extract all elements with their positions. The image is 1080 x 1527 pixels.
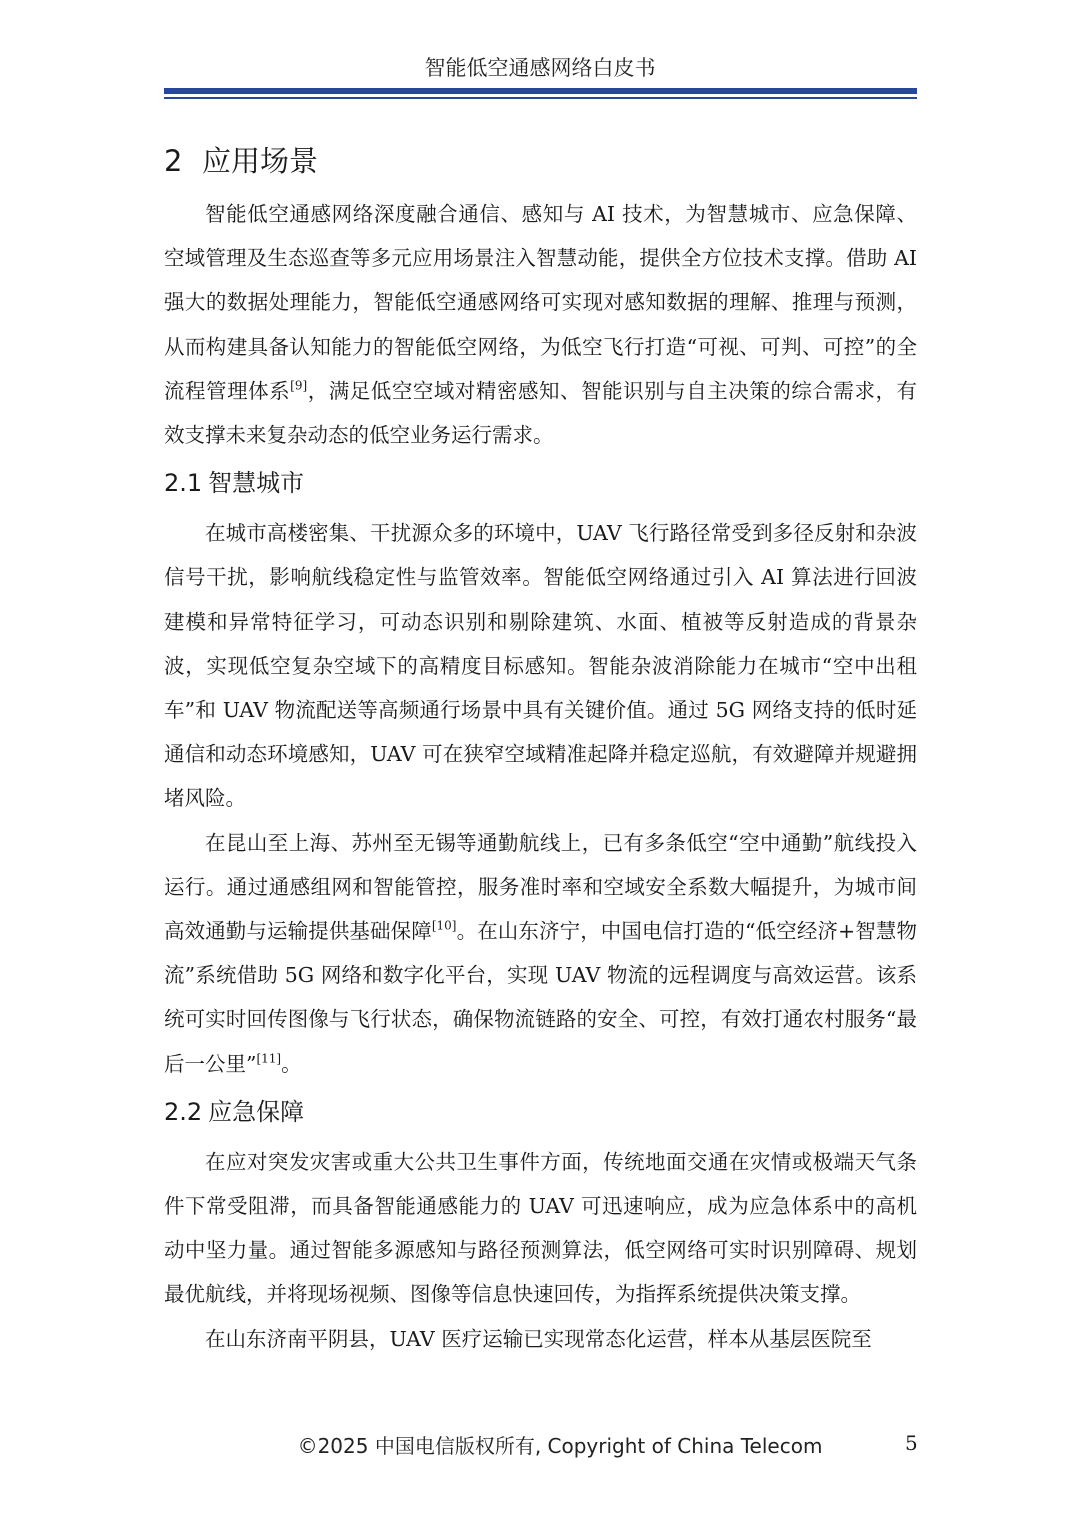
paragraph: 在城市高楼密集、干扰源众多的环境中，UAV 飞行路径常受到多径反射和杂波信号干扰，影响航线稳定性与监管效率。智能低空网络通过引入 AI 算法进行回波建模和异常特征学习，可动态识别和剔除建筑、水面、植被等反射造成的背景杂波，实现低空复杂空域下的高精度目标感知。智能杂波消除能力在城市“空中出租车”和 UAV 物流配送等高频通行场景中具有关键价值。通过 5G 网络支持的低时延通信和动态环境感知，UAV 可在狭窄空域精准起降并稳定巡航，有效避障并规避拥堵风险。 [164, 521, 917, 811]
page-content [164, 140, 917, 1361]
section-title: 应用场景 [202, 144, 319, 178]
section-heading [164, 140, 917, 182]
section-number: 2 [164, 144, 183, 178]
paragraph: 在应对突发灾害或重大公共卫生事件方面，传统地面交通在灾情或极端天气条件下常受阻滞，而具备智能通感能力的 UAV 可迅速响应，成为应急体系中的高机动中坚力量。通过智能多源感知与路径预测算法，低空网络可实时识别障碍、规划最优航线，并将现场视频、图像等信息快速回传，为指挥系统提供决策支撑。 [164, 1149, 917, 1307]
page-number: 5 [905, 1431, 918, 1455]
running-header-title: 智能低空通感网络白皮书 [424, 56, 656, 80]
paragraph: 在昆山至上海、苏州至无锡等通勤航线上，已有多条低空“空中通勤”航线投入运行。通过通感组网和智能管控，服务准时率和空域安全系数大幅提升，为城市间高效通勤与运输提供基础保障[10]。在山东济宁，中国电信打造的“低空经济+智慧物流”系统借助 5G 网络和数字化平台，实现 UAV 物流的远程调度与高效运营。该系统可实时回传图像与飞行状态，确保物流链路的安全、可控，有效打通农村服务“最后一公里”[11]。 [164, 830, 918, 1076]
header-rule-thin [164, 97, 917, 99]
subsection-number: 2.1 [164, 469, 203, 498]
citation-ref[interactable]: [10] [431, 918, 457, 933]
subsection-number: 2.2 [164, 1097, 203, 1126]
subsection-title: 智慧城市 [208, 469, 305, 498]
subsection-heading-emergency [164, 1092, 917, 1132]
footer-copyright: ©2025 中国电信版权所有, Copyright of China Telecom [297, 1434, 823, 1458]
subsection-heading-smart-city [164, 463, 917, 503]
paragraph: 在山东济南平阴县，UAV 医疗运输已实现常态化运营，样本从基层医院至 [205, 1326, 872, 1351]
subsection-title: 应急保障 [208, 1097, 305, 1126]
citation-ref[interactable]: [9] [290, 378, 308, 393]
section-intro-paragraph: 智能低空通感网络深度融合通信、感知与 AI 技术，为智慧城市、应急保障、空域管理及生态巡查等多元应用场景注入智慧动能，提供全方位技术支撑。借助 AI 强大的数据处理能力，智能低空通感网络可实现对感知数据的理解、推理与预测，从而构建具备认知能力的智能低空网络，为低空飞行打造“可视、可判、可控”的全流程管理体系[9]，满足低空空域对精密感知、智能识别与自主决策的综合需求，有效支撑未来复杂动态的低空业务运行需求。 [164, 202, 917, 448]
citation-ref[interactable]: [11] [256, 1051, 282, 1066]
header-rule-thick [164, 88, 917, 94]
